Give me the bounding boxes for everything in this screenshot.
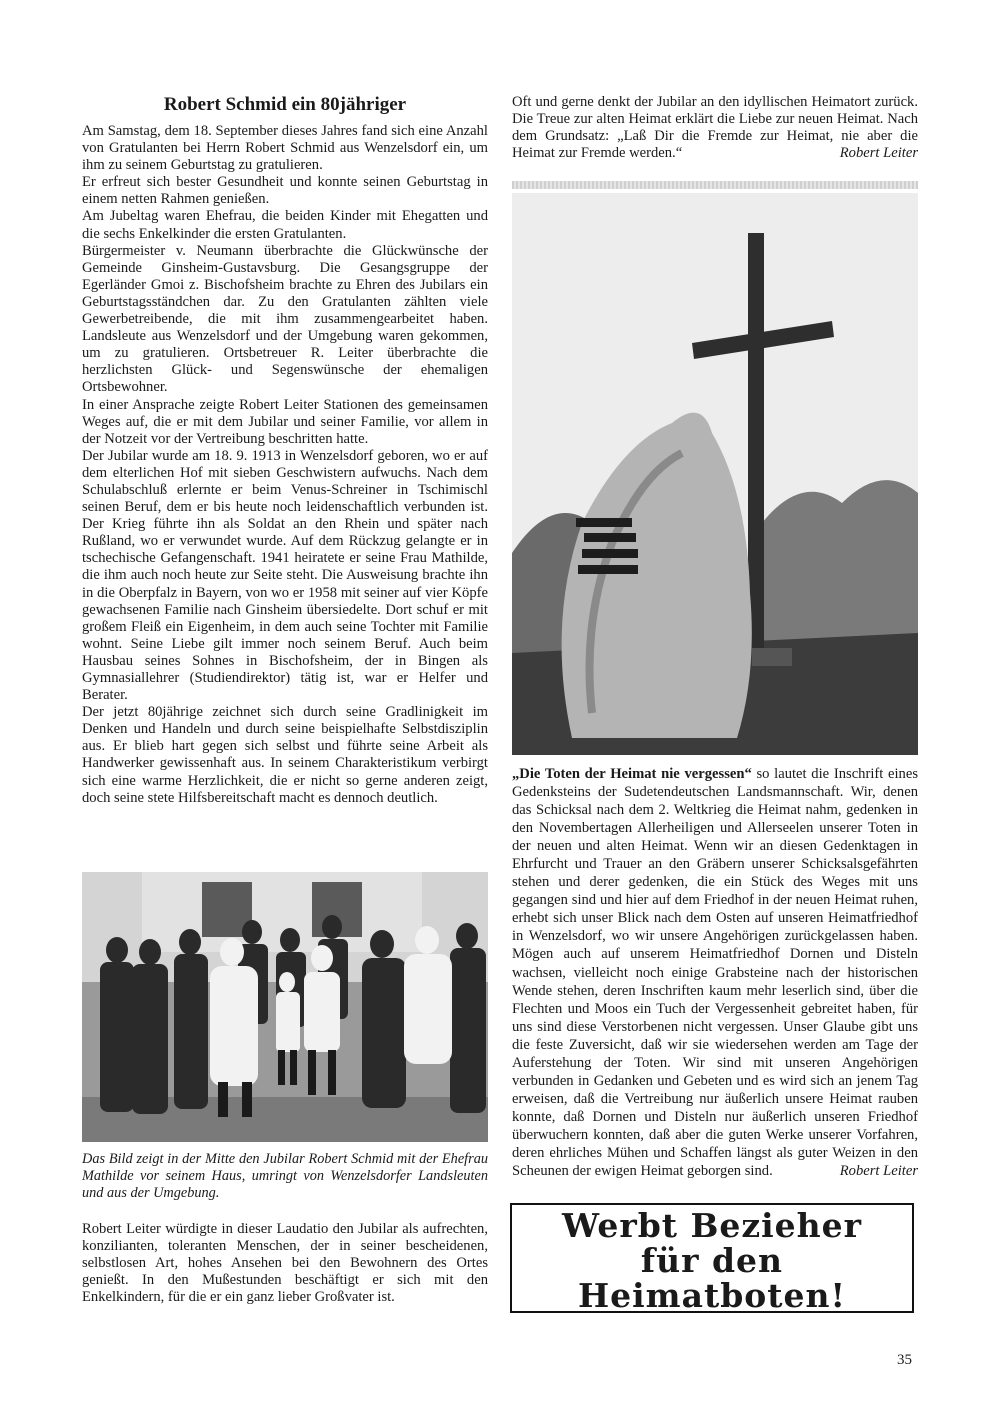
- memorial-photo-image: [512, 193, 918, 755]
- article-paragraph: Der jetzt 80jährige zeichnet sich durch seine Gradlinigkeit im Denken und Handeln und durch seine beispielhafte Selbstdisziplin aus. Er blieb hart gegen sich selbst und führte seine Arbeit als Handwerker gewissenhaft aus. In seinem Charakteristikum verbirgt sich eine warme Herzlichkeit, die er nicht so gerne anderen zeigt, doch seine stete Hilfsbereitschaft macht es dennoch deutlich.: [82, 704, 488, 806]
- page-number: 35: [897, 1352, 912, 1368]
- photo-caption: Das Bild zeigt in der Mitte den Jubilar Robert Schmid mit der Ehefrau Mathilde vor seinem Haus, umringt von Wenzelsdorfer Landsleuten und aus der Umgebung.: [82, 1151, 488, 1201]
- memorial-photo: [512, 193, 918, 755]
- subscription-advert: [510, 1203, 914, 1313]
- advert-line: Heimatboten!: [577, 1276, 847, 1315]
- divider-bar: [512, 181, 918, 189]
- article-paragraph: Er erfreut sich bester Gesundheit und konnte seinen Geburtstag in einem netten Rahmen genießen.: [82, 174, 488, 208]
- advert-line: für den: [640, 1241, 784, 1280]
- continued-text: Oft und gerne denkt der Jubilar an den idyllischen Heimatort zurück. Die Treue zur alten Heimat erklärt die Liebe zur neuen Heimat. Nach dem Grundsatz: „Laß Dir die Fremde zur Heimat, nie aber die Heimat zur Fremde werden.“: [512, 94, 918, 162]
- article-paragraph: In einer Ansprache zeigte Robert Leiter Stationen des gemeinsamen Weges auf, die er mit dem Jubilar und seiner Familie, vor allem in der Notzeit vor der Vertreibung beschritten hatte.: [82, 396, 488, 447]
- advert-line: Werbt Bezieher: [561, 1206, 863, 1245]
- memorial-quote: „Die Toten der Heimat nie vergessen“: [512, 766, 752, 782]
- article-column-right: [512, 94, 918, 162]
- article-paragraph: Der Jubilar wurde am 18. 9. 1913 in Wenzelsdorf geboren, wo er auf dem elterlichen Hof mit sieben Geschwistern aufwuchs. Nach dem Schulabschluß erlernte er beim Venus-Schreiner in Tschimischl seinen Beruf, dem er bis heute noch leidenschaftlich verbunden ist. Der Krieg führte ihn als Soldat an den Rhein und später nach Rußland, wo er verwundet wurde. Auf dem Rückzug gelangte er in tschechische Gefangenschaft. 1941 heiratete er seine Frau Mathilde, die ihm auch noch heute zur Seite steht. Die Ausweisung brachte ihn in die Oberpfalz in Bayern, von wo er 1958 mit seiner auf vier Köpfe gewachsenen Familie nach Ginsheim übersiedelte. Dort schuf er mit großem Fleiß ein Eigenheim, in dem auch seine Tochter mit Familie wohnt. Seine Liebe gilt immer noch seinem Beruf. Auch beim Hausbau seines Sohnes in Bischofsheim, der in Bingen als Gymnasiallehrer (Studiendirektor) tätig ist, war er Helfer und Berater.: [82, 447, 488, 704]
- article-title: Robert Schmid ein 80jähriger: [163, 94, 407, 115]
- signature: Robert Leiter: [839, 145, 918, 162]
- article-paragraph: Bürgermeister v. Neumann überbrachte die Glückwünsche der Gemeinde Ginsheim-Gustavsburg. Die Gesangsgruppe der Egerländer Gmoi z. Bischofsheim brachte zu Ehren des Jubilars ein Geburtstagsständchen dar. Zu den Gratulanten zählten viele Gewerbetreibende, die mit ihm zusammengearbeitet haben. Landsleute aus Wenzelsdorf und der Umgebung waren gekommen, um zu gratulieren. Ortsbetreuer R. Leiter überbrachte die herzlichsten Glück- und Segenswünsche der ehemaligen Ortsbewohner.: [82, 242, 488, 396]
- memorial-signature: Robert Leiter: [839, 1163, 918, 1180]
- group-photo: [82, 872, 488, 1142]
- laudatio-paragraph: Robert Leiter würdigte in dieser Laudatio den Jubilar als aufrechten, konzilianten, toleranten Menschen, der in seiner bescheidenen, selbstlosen Art, hohes Ansehen bei den Bewohnern des Ortes genießt. In den Mußestunden beschäftigt er sich mit den Enkelkindern, für die er ein ganz lieber Großvater ist.: [82, 1221, 488, 1306]
- group-photo-image: [82, 872, 488, 1142]
- article-column-left: [82, 94, 488, 807]
- memorial-article: [512, 765, 918, 1180]
- continued-paragraph: [512, 94, 918, 162]
- article-paragraph: Am Samstag, dem 18. September dieses Jahres fand sich eine Anzahl von Gratulanten bei Herrn Robert Schmid aus Wenzelsdorf ein, um ihm zu seinem Geburtstag zu gratulieren.: [82, 123, 488, 174]
- article-paragraph: Am Jubeltag waren Ehefrau, die beiden Kinder mit Ehegatten und die sechs Enkelkinder die ersten Gratulanten.: [82, 208, 488, 242]
- memorial-text: so lautet die Inschrift eines Gedenksteins der Sudetendeutschen Landsmannschaft. Wir, denen das Schicksal nach dem 2. Weltkrieg die Heimat nahm, gedenken in den Novembertagen Allerheiligen und Allerseelen unserer Toten in der neuen und alten Heimat. Wenn wir an diesen Gedenktagen in Ehrfurcht und Trauer an den Gräbern unserer Schicksalsgefährten stehen und derer gedenken, die ein Stück des Weges mit uns gegangen sind und hier auf dem Friedhof in der neuen Heimat ruhen, erhebt sich unser Blick nach dem Osten auf unseren Heimatfriedhof in Wenzelsdorf, wo wir unsere Angehörigen zurückgelassen haben. Mögen auch auf unserem Heimatfriedhof Dornen und Disteln wachsen, vielleicht noch einige Grabsteine nach der historischen Wende stehen, deren Inschriften kaum mehr leserlich sind, über die Flechten und Moos ein Tuch der Vergessenheit gebreitet haben, für uns sind diese Verstorbenen nicht vergessen. Unser Glaube gibt uns die feste Zuversicht, daß wir sie wiedersehen werden am Tage der Auferstehung der Toten. Wir sind mit unseren Angehörigen verbunden in Gedanken und Gebeten und es wird sich an jenem Tag erweisen, daß die Vertreibung nur äußerlich unsere Heimat rauben konnte, daß Dornen und Disteln nur äußerlich unseren Friedhof überwuchern konnten, daß aber die guten Werke unserer Vorfahren, deren ehrliches Mühen und Schaffen längst als guter Weizen in den Scheunen der ewigen Heimat geborgen sind.: [512, 766, 918, 1180]
